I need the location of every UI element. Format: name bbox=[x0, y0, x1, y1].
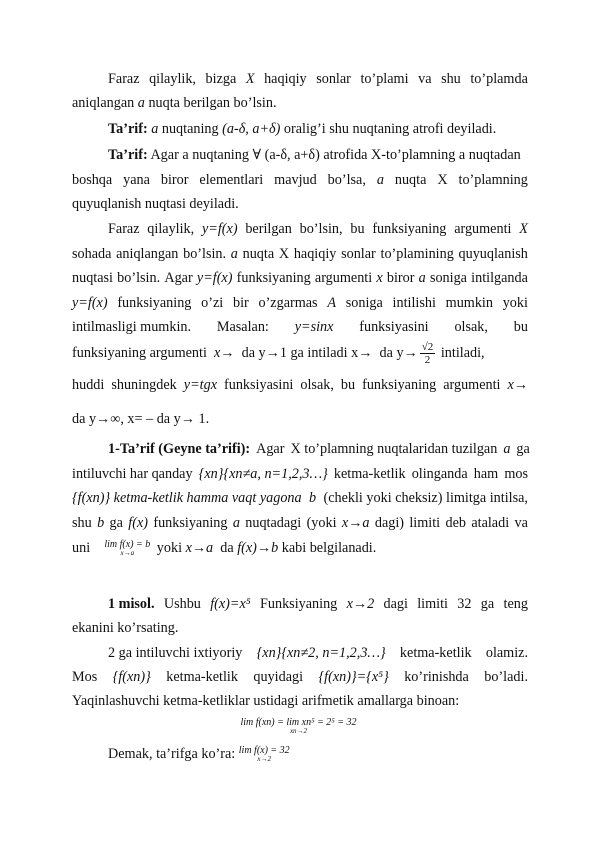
definition-accumulation-line1: Ta’rif: Agar a nuqtaning ∀ (a-δ, a+δ) atrofida X-to’plamning a nuqtadan bbox=[108, 147, 521, 163]
heine-definition-line3: {f(xn)} ketma-ketlik hamma vaqt yagona b (chekli yoki cheksiz) limitga intilsa, bbox=[72, 490, 528, 506]
word: to’plamda bbox=[470, 71, 528, 87]
example1-line4: Mos {f(xn)} ketma-ketlik quyidagi {f(xn)}={x⁵} ko’rinishda bo’ladi. bbox=[72, 669, 528, 685]
example1-conclusion: Demak, ta’rifga ko’ra: lim f(x) = 32 x→2 bbox=[108, 744, 290, 763]
example1-line2: ekanini ko’rsating. bbox=[72, 620, 179, 636]
word: va bbox=[418, 71, 432, 87]
word: haqiqiy bbox=[264, 71, 307, 87]
word: to’plami bbox=[360, 71, 409, 87]
word: bizga bbox=[205, 71, 237, 87]
para2-line4: y=f(x) funksiyaning o’zi bir o’zgarmas A soniga intilishi mumkin yoki bbox=[72, 295, 528, 311]
word: shu bbox=[441, 71, 461, 87]
para2-line1: Faraz qilaylik, y=f(x) berilgan bo’lsin, bu funksiyaning argumenti X bbox=[108, 221, 528, 237]
example1-line1: 1 misol. Ushbu f(x)=x⁵ Funksiyaning x→2 dagi limiti 32 ga teng bbox=[108, 596, 528, 612]
para2-line6: funksiyaning argumenti x→ da y→1 ga intiladi x→ da y→ $\frac{√2}{2}$ intiladi, bbox=[72, 341, 485, 367]
heine-definition-line5: uni lim f(x) = b x→a yoki x→a da f(x)→b kabi belgilanadi. bbox=[72, 538, 377, 557]
limit-conclusion: lim f(x) = 32 x→2 bbox=[238, 744, 290, 763]
sqrt2-over-2-fraction: $\frac{√2}{2}$ bbox=[421, 341, 434, 367]
word: X bbox=[245, 71, 255, 87]
para2-line2: sohada aniqlangan bo’lsin. a nuqta X haqiqiy sonlar to’plamining quyuqlanish bbox=[72, 246, 528, 262]
word: sonlar bbox=[316, 71, 351, 87]
para1-line2: aniqlangan a nuqta berilgan bo’lsin. bbox=[72, 95, 277, 111]
example-label: 1 misol. bbox=[108, 596, 155, 612]
limit-formula: lim f(xn) = lim xn⁵ = 2⁵ = 32 xn→2 bbox=[240, 716, 357, 735]
para1-line1 bbox=[108, 70, 528, 88]
heine-definition-line1: 1-Ta’rif (Geyne ta’rifi): Agar X to’plamning nuqtalaridan tuzilgan a ga bbox=[108, 441, 530, 457]
para2-line3: nuqtasi bo’lsin. Agar y=f(x) funksiyaning argumenti x biror a soniga intilganda bbox=[72, 270, 528, 286]
example1-line5: Yaqinlashuvchi ketma-ketliklar ustidagi arifmetik amallarga binoan: bbox=[72, 693, 460, 709]
heine-definition-line2: intiluvchi har qanday {xn}{xn≠a, n=1,2,3…} ketma-ketlik olinganda ham mos bbox=[72, 466, 528, 482]
limit-notation: lim f(x) = b x→a bbox=[104, 538, 151, 557]
para2-line5: intilmasligi mumkin. Masalan: y=sinx funksiyasini olsak, bu bbox=[72, 319, 528, 335]
heine-definition-line4: shu b ga f(x) funksiyaning a nuqtadagi (yoki x→a dagi) limiti deb ataladi va bbox=[72, 515, 528, 531]
para2-line8: da y→∞, x= – da y→ 1. bbox=[72, 411, 210, 427]
example1-line3: 2 ga intiluvchi ixtiyoriy {xn}{xn≠2, n=1,2,3…} ketma-ketlik olamiz. bbox=[108, 645, 528, 661]
para2-line7: huddi shuningdek y=tgx funksiyasini olsak, bu funksiyaning argumenti x→ bbox=[72, 377, 528, 393]
word: qilaylik, bbox=[149, 71, 196, 87]
definition-accumulation-line2: boshqa yana biror elementlari mavjud bo’lsa, a nuqta X to’plamning bbox=[72, 172, 528, 188]
example1-formula bbox=[72, 713, 528, 739]
word: Faraz bbox=[108, 71, 140, 87]
definition-neighborhood: Ta’rif: a nuqtaning (a-δ, a+δ) oralig’i shu nuqtaning atrofi deyiladi. bbox=[108, 121, 497, 137]
definition-accumulation-line3: quyuqlanish nuqtasi deyiladi. bbox=[72, 196, 239, 212]
